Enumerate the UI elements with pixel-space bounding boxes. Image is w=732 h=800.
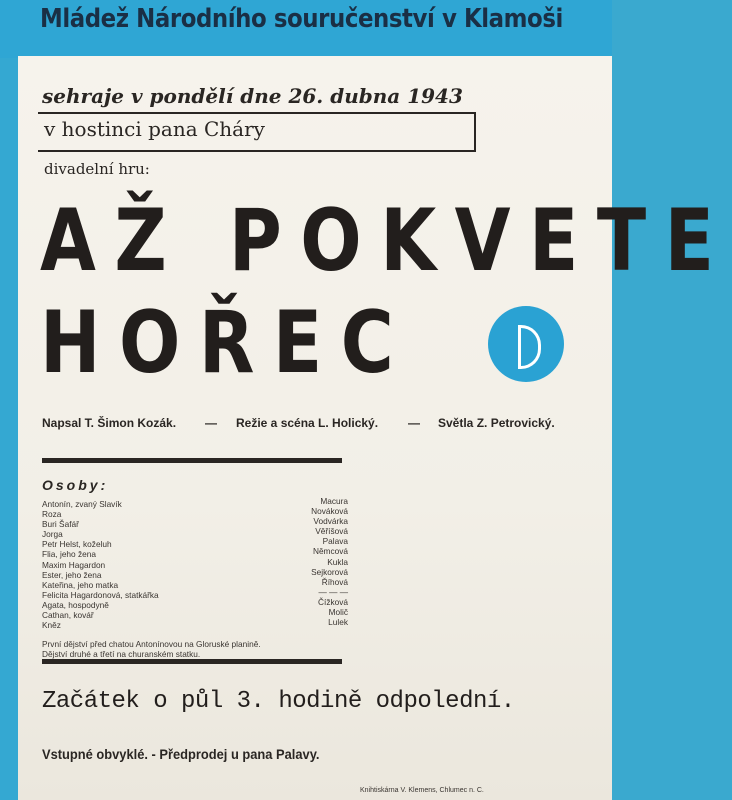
divider-rule xyxy=(42,659,342,664)
cast-actor: Macura xyxy=(320,496,348,506)
cast-role: Buri Šafář xyxy=(42,519,79,530)
cast-row xyxy=(42,576,348,590)
cast-actor: Lulek xyxy=(328,617,348,628)
organization-title: Mládež Národního souručenství v Klamoši xyxy=(40,4,563,34)
cast-row xyxy=(42,607,348,621)
cast-role: Roza xyxy=(42,509,62,520)
cast-row xyxy=(42,596,348,610)
cast-role: Felicita Hagardonová, statkářka xyxy=(42,589,159,600)
cast-row xyxy=(42,536,348,550)
scene-note: Dějství druhé a třetí na churanském statku. xyxy=(42,649,201,659)
credit-separator: — xyxy=(205,416,217,430)
cast-row xyxy=(42,586,348,600)
cast-role: Maxim Hagardon xyxy=(42,559,106,570)
divider-rule xyxy=(42,458,342,463)
cast-role: Agata, hospodyně xyxy=(42,599,109,610)
cast-role: Petr Helst, koželuh xyxy=(42,539,112,550)
cast-row xyxy=(42,566,348,580)
cast-actor: Věříšová xyxy=(315,526,348,537)
cast-actor: Čížková xyxy=(318,596,348,607)
credit-lighting: Světla Z. Petrovický. xyxy=(438,416,555,430)
cast-actor: Molič xyxy=(328,607,348,618)
cast-actor: Sejkorová xyxy=(311,566,348,577)
cast-actor: Němcová xyxy=(312,546,348,557)
tickets-info: Vstupné obvyklé. - Předprodej u pana Palavy. xyxy=(42,746,320,762)
cast-row xyxy=(42,496,348,509)
cast-row xyxy=(42,506,348,520)
cast-actor: Nováková xyxy=(311,506,348,517)
cast-actor: Kukla xyxy=(327,556,348,567)
cast-role: Flia, jeho žena xyxy=(42,549,96,560)
cast-row xyxy=(42,546,348,560)
cast-actor: Palava xyxy=(322,536,348,547)
header-banner xyxy=(0,0,612,58)
cast-actor: — — — xyxy=(318,586,348,597)
left-edge-strip xyxy=(0,58,18,800)
credit-separator: — xyxy=(408,416,420,430)
cast-heading: Osoby: xyxy=(42,477,109,493)
cast-actor: Říhová xyxy=(321,576,348,587)
cast-actor: Vodvárka xyxy=(313,516,348,527)
cast-role: Jorga xyxy=(42,529,63,540)
cast-role: Cathan, kovář xyxy=(42,610,94,621)
play-label: divadelní hru: xyxy=(44,160,150,178)
credit-direction: Režie a scéna L. Holický. xyxy=(236,416,379,430)
credit-author: Napsal T. Šimon Kozák. xyxy=(42,416,177,430)
start-time: Začátek o půl 3. hodině odpolední. xyxy=(42,688,515,715)
cast-row xyxy=(42,516,348,530)
date-line: sehraje v pondělí dne 26. dubna 1943 xyxy=(42,84,463,108)
cast-row xyxy=(42,526,348,540)
play-title-line2: HOŘEC xyxy=(40,293,413,393)
cast-role: Ester, jeho žena xyxy=(42,569,102,580)
scene-note: První dějství před chatou Antonínovou na Gloruské planině. xyxy=(42,639,261,649)
cast-list xyxy=(42,496,348,631)
cast-role: Kateřina, jeho matka xyxy=(42,579,119,590)
cast-row xyxy=(42,617,348,631)
cast-role: Kněz xyxy=(42,620,61,631)
cast-role: Antonín, zvaný Slavík xyxy=(42,499,122,509)
cast-row xyxy=(42,556,348,570)
play-title-line1: AŽ POKVETE xyxy=(40,191,732,291)
printer-imprint: Knihtiskárna V. Klemens, Chlumec n. C. xyxy=(360,787,484,794)
venue-text: v hostinci pana Cháry xyxy=(44,117,265,141)
